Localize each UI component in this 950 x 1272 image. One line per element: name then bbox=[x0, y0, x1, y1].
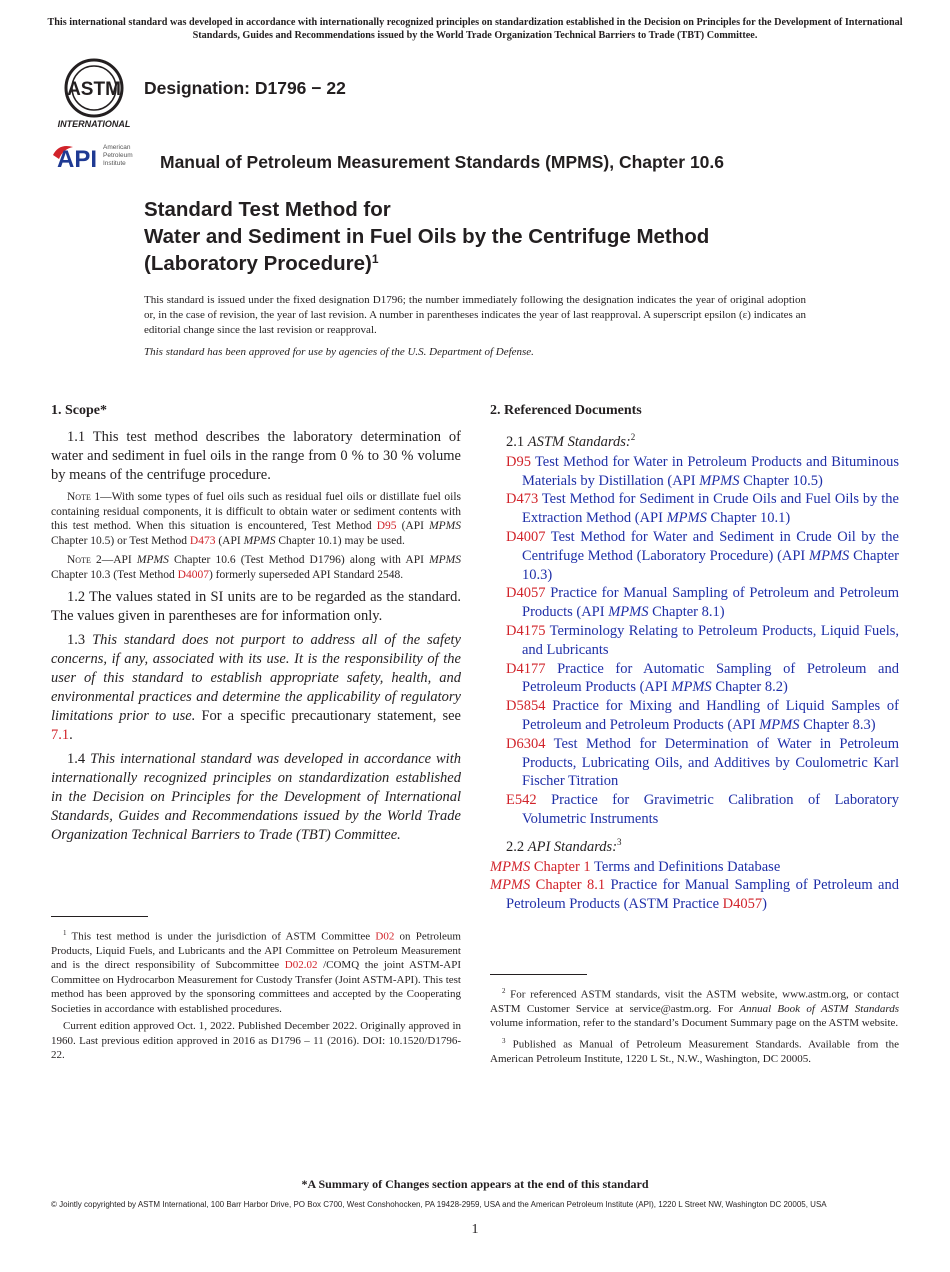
designation: Designation: D1796 − 22 bbox=[144, 78, 346, 98]
title-footnote-mark: 1 bbox=[371, 252, 379, 266]
ref-d4175[interactable]: D4175 Terminology Relating to Petroleum Products, Liquid Fuels, and Lubricants bbox=[506, 623, 899, 658]
link-d95[interactable]: D95 bbox=[376, 520, 397, 533]
ref-d4177[interactable]: D4177 Practice for Automatic Sampling of Petroleum and Petroleum Products (API MPMS Chapter 8.2) bbox=[506, 660, 899, 696]
issuance-statement: This standard is issued under the fixed designation D1796; the number immediately following the designation indicates the year of original adoption or, in the case of revision, the year of last revision. A number in parentheses indicates the year of last reapproval. A superscript epsilon (ε) indicates an editorial change since the last revision or reapproval. bbox=[144, 294, 806, 336]
edition-history: Current edition approved Oct. 1, 2022. Published December 2022. Originally approved in 1960. Last previous edition approved in 2016 as D1796 – 11 (2016). DOI: 10.1520/D1796-22. bbox=[51, 1020, 461, 1061]
api-standards-subheading: 2.2 API Standards:$^3$ bbox=[506, 836, 622, 855]
link-section-7-1[interactable]: 7.1 bbox=[51, 726, 70, 743]
ref-e542[interactable]: E542 Practice for Gravimetric Calibration of Laboratory Volumetric Instruments bbox=[506, 792, 899, 827]
ref-d95[interactable]: D95 Test Method for Water in Petroleum Products and Bituminous Materials by Distillation (API MPMS Chapter 10.5) bbox=[506, 453, 899, 489]
footnote-3: $^3$ Published as Manual of Petroleum Measurement Standards. Available from the American Petroleum Institute, 1220 L St., N.W., Washington, DC 20005. bbox=[490, 1036, 900, 1065]
referenced-documents-heading: 2. Referenced Documents bbox=[490, 403, 642, 418]
ref-mpms-chapter-1[interactable]: MPMS Chapter 1 Terms and Definitions Database bbox=[490, 858, 781, 875]
scope-heading: 1. Scope* bbox=[51, 403, 107, 418]
title-line-1: Standard Test Method for bbox=[144, 198, 391, 221]
footnote-1: $^1$ This test method is under the jurisdiction of ASTM Committee D02 on Petroleum Products, Liquid Fuels, and Lubricants and the API Committee on Petroleum Measurement and is the direct responsibility of Subcommittee D02.02 /COMQ the joint ASTM-API Committee on Hydrocarbon Measurement for Custody Transfer (Joint ASTM-API). This test method has been approved by the sponsoring committees and accepted by the Cooperating Societies in accordance with established procedures. Current edition approved Oct. 1, 2022. Published December 2022. Originally approved in 1960. Last previous edition approved in 2016 as D1796 – 11 (2016). DOI: 10.1520/D1796-22. bbox=[51, 929, 462, 1061]
link-d4057[interactable]: D4057 bbox=[722, 896, 763, 913]
title-line-3: (Laboratory Procedure)$^1$ bbox=[144, 252, 379, 275]
ref-d473[interactable]: D473 Test Method for Sediment in Crude Oils and Fuel Oils by the Extraction Method (API MPMS Chapter 10.1) bbox=[506, 491, 899, 527]
note-2: Note 2—API MPMS Chapter 10.6 (Test Method D1796) along with API MPMS Chapter 10.3 (Test Method D4007) formerly superseded API Standard 2548. bbox=[51, 554, 462, 581]
api-logo bbox=[51, 141, 151, 169]
footnote-divider-left bbox=[51, 916, 148, 917]
page-number: 1 bbox=[471, 1222, 479, 1237]
summary-of-changes-note: *A Summary of Changes section appears at the end of this standard bbox=[301, 1177, 649, 1191]
ref-d5854[interactable]: D5854 Practice for Mixing and Handling of Liquid Samples of Petroleum and Petroleum Products (API MPMS Chapter 8.3) bbox=[506, 698, 899, 733]
paragraph-1-4: 1.4 This international standard was developed in accordance with internationally recognized principles on standardization established in the Decision on Principles for the Development of International Standards, Guides and Recommendations issued by the World Trade Organization Technical Barriers to Trade (TBT) Committee. bbox=[51, 750, 461, 843]
paragraph-1-1: 1.1 This test method describes the laboratory determination of water and sediment in fuel oils in the range from 0 % to 30 % volume by means of the centrifuge procedure. bbox=[51, 429, 461, 483]
astm-logo bbox=[54, 57, 134, 131]
note-1: Note 1—With some types of fuel oils such as residual fuel oils or distillate fuel oils containing residual components, it is difficult to obtain water or sediment contents with this test method. When this situation is encountered, Test Method D95 (API MPMS Chapter 10.5) or Test Method D473 (API MPMS Chapter 10.1) may be used. bbox=[51, 491, 461, 547]
tbt-principles-note: This international standard was developed in accordance with internationally recognized principles on standardization established in the Decision on Principles for the Development of International Standards, Guides and Recommendations issued by the World Trade Organization Technical Barriers to Trade (TBT) Committee. bbox=[47, 17, 903, 41]
link-subcommittee-d02-02[interactable]: D02.02 bbox=[284, 959, 318, 972]
title-line-2: Water and Sediment in Fuel Oils by the Centrifuge Method bbox=[144, 225, 710, 248]
paragraph-1-3: 1.3 This standard does not purport to address all of the safety concerns, if any, associated with its use. It is the responsibility of the user of this standard to establish appropriate safety, health, and environmental practices and determine the applicability of regulatory limitations prior to use. For a specific precautionary statement, see 7.1. bbox=[51, 631, 461, 743]
ref-mpms-chapter-8-1[interactable]: MPMS Chapter 8.1 Practice for Manual Sampling of Petroleum and Petroleum Products (ASTM Practice D4057) bbox=[490, 877, 899, 913]
link-d4007[interactable]: D4007 bbox=[177, 568, 209, 581]
defense-approval-note: This standard has been approved for use by agencies of the U.S. Department of Defense. bbox=[144, 346, 534, 358]
ref-d4057[interactable]: D4057 Practice for Manual Sampling of Petroleum and Petroleum Products (API MPMS Chapter 8.1) bbox=[506, 585, 899, 621]
mpms-heading: Manual of Petroleum Measurement Standards (MPMS), Chapter 10.6 bbox=[160, 152, 725, 172]
ref-d4007[interactable]: D4007 Test Method for Water and Sediment in Crude Oil by the Centrifuge Method (Laboratory Procedure) (API MPMS Chapter 10.3) bbox=[506, 529, 899, 583]
svg-text:Institute: Institute bbox=[103, 160, 126, 167]
right-column bbox=[490, 403, 899, 914]
svg-text:Petroleum: Petroleum bbox=[103, 152, 133, 159]
link-d473[interactable]: D473 bbox=[189, 534, 216, 547]
paragraph-1-2: 1.2 The values stated in SI units are to be regarded as the standard. The values given in parentheses are for information only. bbox=[51, 588, 461, 624]
footnote-divider-right bbox=[490, 974, 587, 975]
astm-standards-subheading: 2.1 ASTM Standards:$^2$ bbox=[506, 432, 636, 450]
svg-text:API: API bbox=[57, 146, 98, 169]
ref-d6304[interactable]: D6304 Test Method for Determination of Water in Petroleum Products, Lubricating Oils, and Additives by Coulometric Karl Fischer Titration bbox=[506, 735, 899, 790]
link-committee-d02[interactable]: D02 bbox=[375, 930, 395, 943]
svg-text:INTERNATIONAL: INTERNATIONAL bbox=[57, 119, 131, 129]
document-title bbox=[144, 196, 709, 277]
footnotes-2-3 bbox=[490, 984, 899, 1069]
svg-text:ASTM: ASTM bbox=[67, 79, 121, 100]
svg-text:American: American bbox=[103, 144, 131, 151]
footnote-2: $^2$ For referenced ASTM standards, visit the ASTM website, www.astm.org, or contact ASTM Customer Service at service@astm.org. For Annual Book of ASTM Standards volume information, refer to the standard’s Document Summary page on the ASTM website. bbox=[490, 987, 900, 1030]
copyright-notice: © Jointly copyrighted by ASTM International, 100 Barr Harbor Drive, PO Box C700, West Conshohocken, PA 19428-2959, USA and the American Petroleum Institute (API), 1220 L Street NW, Washington DC 20005, USA bbox=[51, 1200, 827, 1209]
left-column bbox=[51, 403, 461, 850]
